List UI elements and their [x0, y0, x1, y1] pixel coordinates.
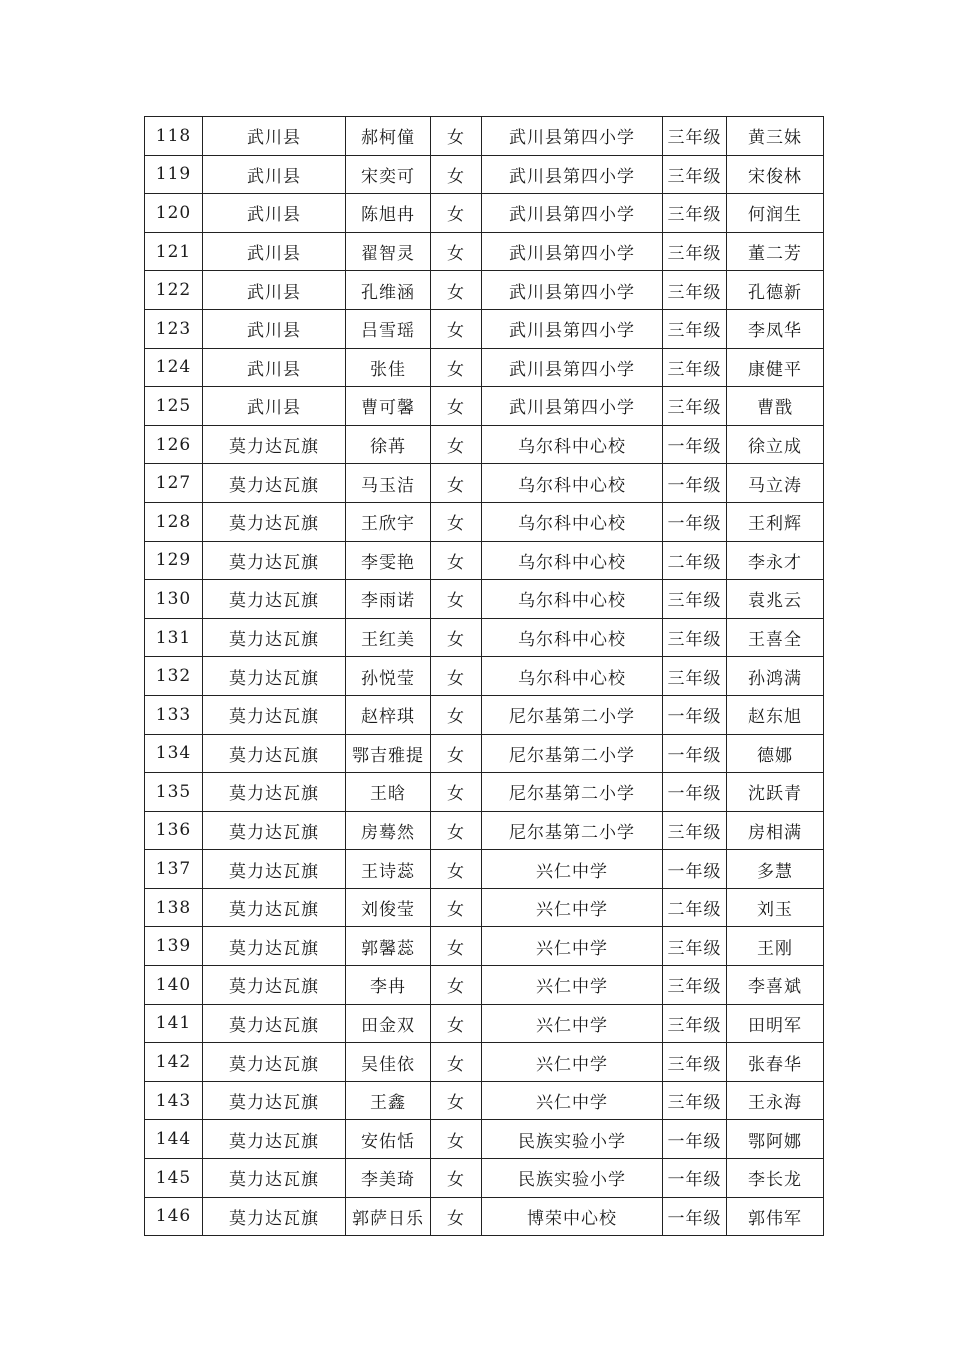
teacher-cell: 郭伟军: [727, 1197, 824, 1236]
row-number: 143: [145, 1081, 203, 1120]
teacher-cell: 田明军: [727, 1004, 824, 1043]
grade-cell: 一年级: [663, 734, 727, 773]
grade-cell: 一年级: [663, 850, 727, 889]
student-name-cell: 郭萨日乐: [346, 1197, 431, 1236]
school-cell: 兴仁中学: [482, 927, 663, 966]
county-cell: 莫力达瓦旗: [203, 580, 346, 619]
student-name-cell: 李美琦: [346, 1159, 431, 1198]
row-number: 135: [145, 773, 203, 812]
school-cell: 武川县第四小学: [482, 387, 663, 426]
county-cell: 莫力达瓦旗: [203, 1081, 346, 1120]
teacher-cell: 王喜全: [727, 618, 824, 657]
table-row: [145, 1120, 824, 1159]
teacher-cell: 孙鸿满: [727, 657, 824, 696]
student-name-cell: 田金双: [346, 1004, 431, 1043]
grade-cell: 一年级: [663, 695, 727, 734]
student-name-cell: 马玉洁: [346, 464, 431, 503]
teacher-cell: 王永海: [727, 1081, 824, 1120]
table-row: [145, 232, 824, 271]
row-number: 146: [145, 1197, 203, 1236]
student-name-cell: 陈旭冉: [346, 194, 431, 233]
student-name-cell: 房蓦然: [346, 811, 431, 850]
table-row: [145, 425, 824, 464]
row-number: 121: [145, 232, 203, 271]
table-row: [145, 541, 824, 580]
county-cell: 莫力达瓦旗: [203, 1120, 346, 1159]
gender-cell: 女: [431, 1159, 482, 1198]
teacher-cell: 德娜: [727, 734, 824, 773]
grade-cell: 二年级: [663, 888, 727, 927]
row-number: 124: [145, 348, 203, 387]
table-row: [145, 1159, 824, 1198]
table-row: [145, 309, 824, 348]
grade-cell: 三年级: [663, 117, 727, 156]
student-name-cell: 王欣宇: [346, 502, 431, 541]
student-name-cell: 郭馨蕊: [346, 927, 431, 966]
grade-cell: 三年级: [663, 232, 727, 271]
teacher-cell: 曹戬: [727, 387, 824, 426]
county-cell: 莫力达瓦旗: [203, 888, 346, 927]
gender-cell: 女: [431, 1120, 482, 1159]
gender-cell: 女: [431, 618, 482, 657]
student-name-cell: 王诗蕊: [346, 850, 431, 889]
teacher-cell: 鄂阿娜: [727, 1120, 824, 1159]
county-cell: 莫力达瓦旗: [203, 966, 346, 1005]
table-row: [145, 155, 824, 194]
school-cell: 武川县第四小学: [482, 194, 663, 233]
gender-cell: 女: [431, 850, 482, 889]
table-row: [145, 1197, 824, 1236]
gender-cell: 女: [431, 232, 482, 271]
school-cell: 乌尔科中心校: [482, 657, 663, 696]
row-number: 129: [145, 541, 203, 580]
gender-cell: 女: [431, 194, 482, 233]
table-row: [145, 502, 824, 541]
teacher-cell: 孔德新: [727, 271, 824, 310]
grade-cell: 一年级: [663, 502, 727, 541]
school-cell: 乌尔科中心校: [482, 580, 663, 619]
row-number: 131: [145, 618, 203, 657]
school-cell: 乌尔科中心校: [482, 425, 663, 464]
school-cell: 兴仁中学: [482, 966, 663, 1005]
teacher-cell: 李喜斌: [727, 966, 824, 1005]
school-cell: 兴仁中学: [482, 850, 663, 889]
table-row: [145, 1004, 824, 1043]
county-cell: 莫力达瓦旗: [203, 773, 346, 812]
gender-cell: 女: [431, 425, 482, 464]
gender-cell: 女: [431, 387, 482, 426]
school-cell: 乌尔科中心校: [482, 541, 663, 580]
table-row: [145, 734, 824, 773]
gender-cell: 女: [431, 1004, 482, 1043]
gender-cell: 女: [431, 348, 482, 387]
school-cell: 武川县第四小学: [482, 309, 663, 348]
row-number: 122: [145, 271, 203, 310]
table-row: [145, 387, 824, 426]
student-name-cell: 郝柯僮: [346, 117, 431, 156]
county-cell: 莫力达瓦旗: [203, 811, 346, 850]
gender-cell: 女: [431, 155, 482, 194]
school-cell: 兴仁中学: [482, 1081, 663, 1120]
grade-cell: 三年级: [663, 271, 727, 310]
county-cell: 莫力达瓦旗: [203, 1004, 346, 1043]
gender-cell: 女: [431, 888, 482, 927]
teacher-cell: 宋俊林: [727, 155, 824, 194]
table-row: [145, 695, 824, 734]
county-cell: 莫力达瓦旗: [203, 425, 346, 464]
teacher-cell: 王利辉: [727, 502, 824, 541]
table-row: [145, 348, 824, 387]
grade-cell: 三年级: [663, 348, 727, 387]
teacher-cell: 马立涛: [727, 464, 824, 503]
grade-cell: 三年级: [663, 966, 727, 1005]
teacher-cell: 董二芳: [727, 232, 824, 271]
gender-cell: 女: [431, 464, 482, 503]
teacher-cell: 何润生: [727, 194, 824, 233]
school-cell: 乌尔科中心校: [482, 502, 663, 541]
row-number: 138: [145, 888, 203, 927]
table-row: [145, 1043, 824, 1082]
county-cell: 莫力达瓦旗: [203, 1159, 346, 1198]
school-cell: 乌尔科中心校: [482, 618, 663, 657]
gender-cell: 女: [431, 1197, 482, 1236]
grade-cell: 三年级: [663, 927, 727, 966]
table-row: [145, 811, 824, 850]
row-number: 144: [145, 1120, 203, 1159]
gender-cell: 女: [431, 580, 482, 619]
county-cell: 莫力达瓦旗: [203, 618, 346, 657]
gender-cell: 女: [431, 927, 482, 966]
grade-cell: 三年级: [663, 194, 727, 233]
grade-cell: 一年级: [663, 425, 727, 464]
row-number: 139: [145, 927, 203, 966]
gender-cell: 女: [431, 734, 482, 773]
student-name-cell: 吴佳依: [346, 1043, 431, 1082]
student-name-cell: 刘俊莹: [346, 888, 431, 927]
row-number: 132: [145, 657, 203, 696]
county-cell: 莫力达瓦旗: [203, 734, 346, 773]
teacher-cell: 刘玉: [727, 888, 824, 927]
student-name-cell: 翟智灵: [346, 232, 431, 271]
roster-table-body: [145, 117, 824, 1236]
gender-cell: 女: [431, 309, 482, 348]
gender-cell: 女: [431, 773, 482, 812]
student-name-cell: 李雨诺: [346, 580, 431, 619]
row-number: 133: [145, 695, 203, 734]
teacher-cell: 多慧: [727, 850, 824, 889]
grade-cell: 三年级: [663, 580, 727, 619]
student-name-cell: 王晗: [346, 773, 431, 812]
table-row: [145, 580, 824, 619]
grade-cell: 一年级: [663, 1120, 727, 1159]
table-row: [145, 618, 824, 657]
grade-cell: 三年级: [663, 811, 727, 850]
school-cell: 武川县第四小学: [482, 155, 663, 194]
teacher-cell: 房相满: [727, 811, 824, 850]
county-cell: 武川县: [203, 117, 346, 156]
teacher-cell: 李长龙: [727, 1159, 824, 1198]
grade-cell: 三年级: [663, 387, 727, 426]
student-name-cell: 徐苒: [346, 425, 431, 464]
county-cell: 莫力达瓦旗: [203, 541, 346, 580]
county-cell: 武川县: [203, 309, 346, 348]
school-cell: 尼尔基第二小学: [482, 773, 663, 812]
row-number: 123: [145, 309, 203, 348]
teacher-cell: 沈跃青: [727, 773, 824, 812]
county-cell: 武川县: [203, 271, 346, 310]
county-cell: 武川县: [203, 387, 346, 426]
grade-cell: 三年级: [663, 1081, 727, 1120]
student-name-cell: 曹可馨: [346, 387, 431, 426]
school-cell: 武川县第四小学: [482, 271, 663, 310]
teacher-cell: 徐立成: [727, 425, 824, 464]
grade-cell: 三年级: [663, 657, 727, 696]
row-number: 137: [145, 850, 203, 889]
student-name-cell: 孔维涵: [346, 271, 431, 310]
student-name-cell: 吕雪瑶: [346, 309, 431, 348]
school-cell: 博荣中心校: [482, 1197, 663, 1236]
county-cell: 莫力达瓦旗: [203, 502, 346, 541]
gender-cell: 女: [431, 541, 482, 580]
county-cell: 武川县: [203, 194, 346, 233]
county-cell: 莫力达瓦旗: [203, 695, 346, 734]
student-name-cell: 李雯艳: [346, 541, 431, 580]
gender-cell: 女: [431, 1043, 482, 1082]
gender-cell: 女: [431, 1081, 482, 1120]
grade-cell: 一年级: [663, 1159, 727, 1198]
row-number: 126: [145, 425, 203, 464]
school-cell: 乌尔科中心校: [482, 464, 663, 503]
teacher-cell: 黄三妹: [727, 117, 824, 156]
county-cell: 莫力达瓦旗: [203, 657, 346, 696]
table-row: [145, 1081, 824, 1120]
school-cell: 民族实验小学: [482, 1159, 663, 1198]
gender-cell: 女: [431, 966, 482, 1005]
row-number: 140: [145, 966, 203, 1005]
school-cell: 尼尔基第二小学: [482, 734, 663, 773]
student-name-cell: 孙悦莹: [346, 657, 431, 696]
teacher-cell: 张春华: [727, 1043, 824, 1082]
row-number: 128: [145, 502, 203, 541]
county-cell: 莫力达瓦旗: [203, 850, 346, 889]
student-name-cell: 鄂吉雅提: [346, 734, 431, 773]
school-cell: 兴仁中学: [482, 888, 663, 927]
table-row: [145, 773, 824, 812]
student-name-cell: 张佳: [346, 348, 431, 387]
school-cell: 武川县第四小学: [482, 348, 663, 387]
county-cell: 莫力达瓦旗: [203, 464, 346, 503]
student-name-cell: 王红美: [346, 618, 431, 657]
grade-cell: 二年级: [663, 541, 727, 580]
row-number: 141: [145, 1004, 203, 1043]
county-cell: 莫力达瓦旗: [203, 1197, 346, 1236]
school-cell: 尼尔基第二小学: [482, 695, 663, 734]
row-number: 145: [145, 1159, 203, 1198]
table-row: [145, 657, 824, 696]
county-cell: 武川县: [203, 348, 346, 387]
school-cell: 武川县第四小学: [482, 117, 663, 156]
school-cell: 尼尔基第二小学: [482, 811, 663, 850]
table-row: [145, 927, 824, 966]
grade-cell: 三年级: [663, 1004, 727, 1043]
teacher-cell: 李永才: [727, 541, 824, 580]
school-cell: 兴仁中学: [482, 1043, 663, 1082]
county-cell: 武川县: [203, 155, 346, 194]
row-number: 136: [145, 811, 203, 850]
gender-cell: 女: [431, 695, 482, 734]
teacher-cell: 袁兆云: [727, 580, 824, 619]
county-cell: 武川县: [203, 232, 346, 271]
grade-cell: 一年级: [663, 773, 727, 812]
row-number: 125: [145, 387, 203, 426]
grade-cell: 一年级: [663, 464, 727, 503]
row-number: 142: [145, 1043, 203, 1082]
gender-cell: 女: [431, 271, 482, 310]
table-row: [145, 271, 824, 310]
grade-cell: 一年级: [663, 1197, 727, 1236]
student-name-cell: 王鑫: [346, 1081, 431, 1120]
gender-cell: 女: [431, 502, 482, 541]
gender-cell: 女: [431, 117, 482, 156]
row-number: 127: [145, 464, 203, 503]
grade-cell: 三年级: [663, 618, 727, 657]
row-number: 134: [145, 734, 203, 773]
table-row: [145, 850, 824, 889]
table-row: [145, 888, 824, 927]
gender-cell: 女: [431, 811, 482, 850]
grade-cell: 三年级: [663, 309, 727, 348]
row-number: 120: [145, 194, 203, 233]
teacher-cell: 王刚: [727, 927, 824, 966]
student-name-cell: 宋奕可: [346, 155, 431, 194]
table-row: [145, 194, 824, 233]
student-name-cell: 李冉: [346, 966, 431, 1005]
grade-cell: 三年级: [663, 155, 727, 194]
county-cell: 莫力达瓦旗: [203, 1043, 346, 1082]
teacher-cell: 康健平: [727, 348, 824, 387]
row-number: 119: [145, 155, 203, 194]
grade-cell: 三年级: [663, 1043, 727, 1082]
school-cell: 民族实验小学: [482, 1120, 663, 1159]
teacher-cell: 赵东旭: [727, 695, 824, 734]
table-row: [145, 117, 824, 156]
county-cell: 莫力达瓦旗: [203, 927, 346, 966]
gender-cell: 女: [431, 657, 482, 696]
row-number: 130: [145, 580, 203, 619]
student-name-cell: 安佑恬: [346, 1120, 431, 1159]
table-row: [145, 464, 824, 503]
school-cell: 武川县第四小学: [482, 232, 663, 271]
teacher-cell: 李凤华: [727, 309, 824, 348]
roster-table: [144, 116, 824, 1236]
row-number: 118: [145, 117, 203, 156]
table-row: [145, 966, 824, 1005]
student-name-cell: 赵梓琪: [346, 695, 431, 734]
school-cell: 兴仁中学: [482, 1004, 663, 1043]
